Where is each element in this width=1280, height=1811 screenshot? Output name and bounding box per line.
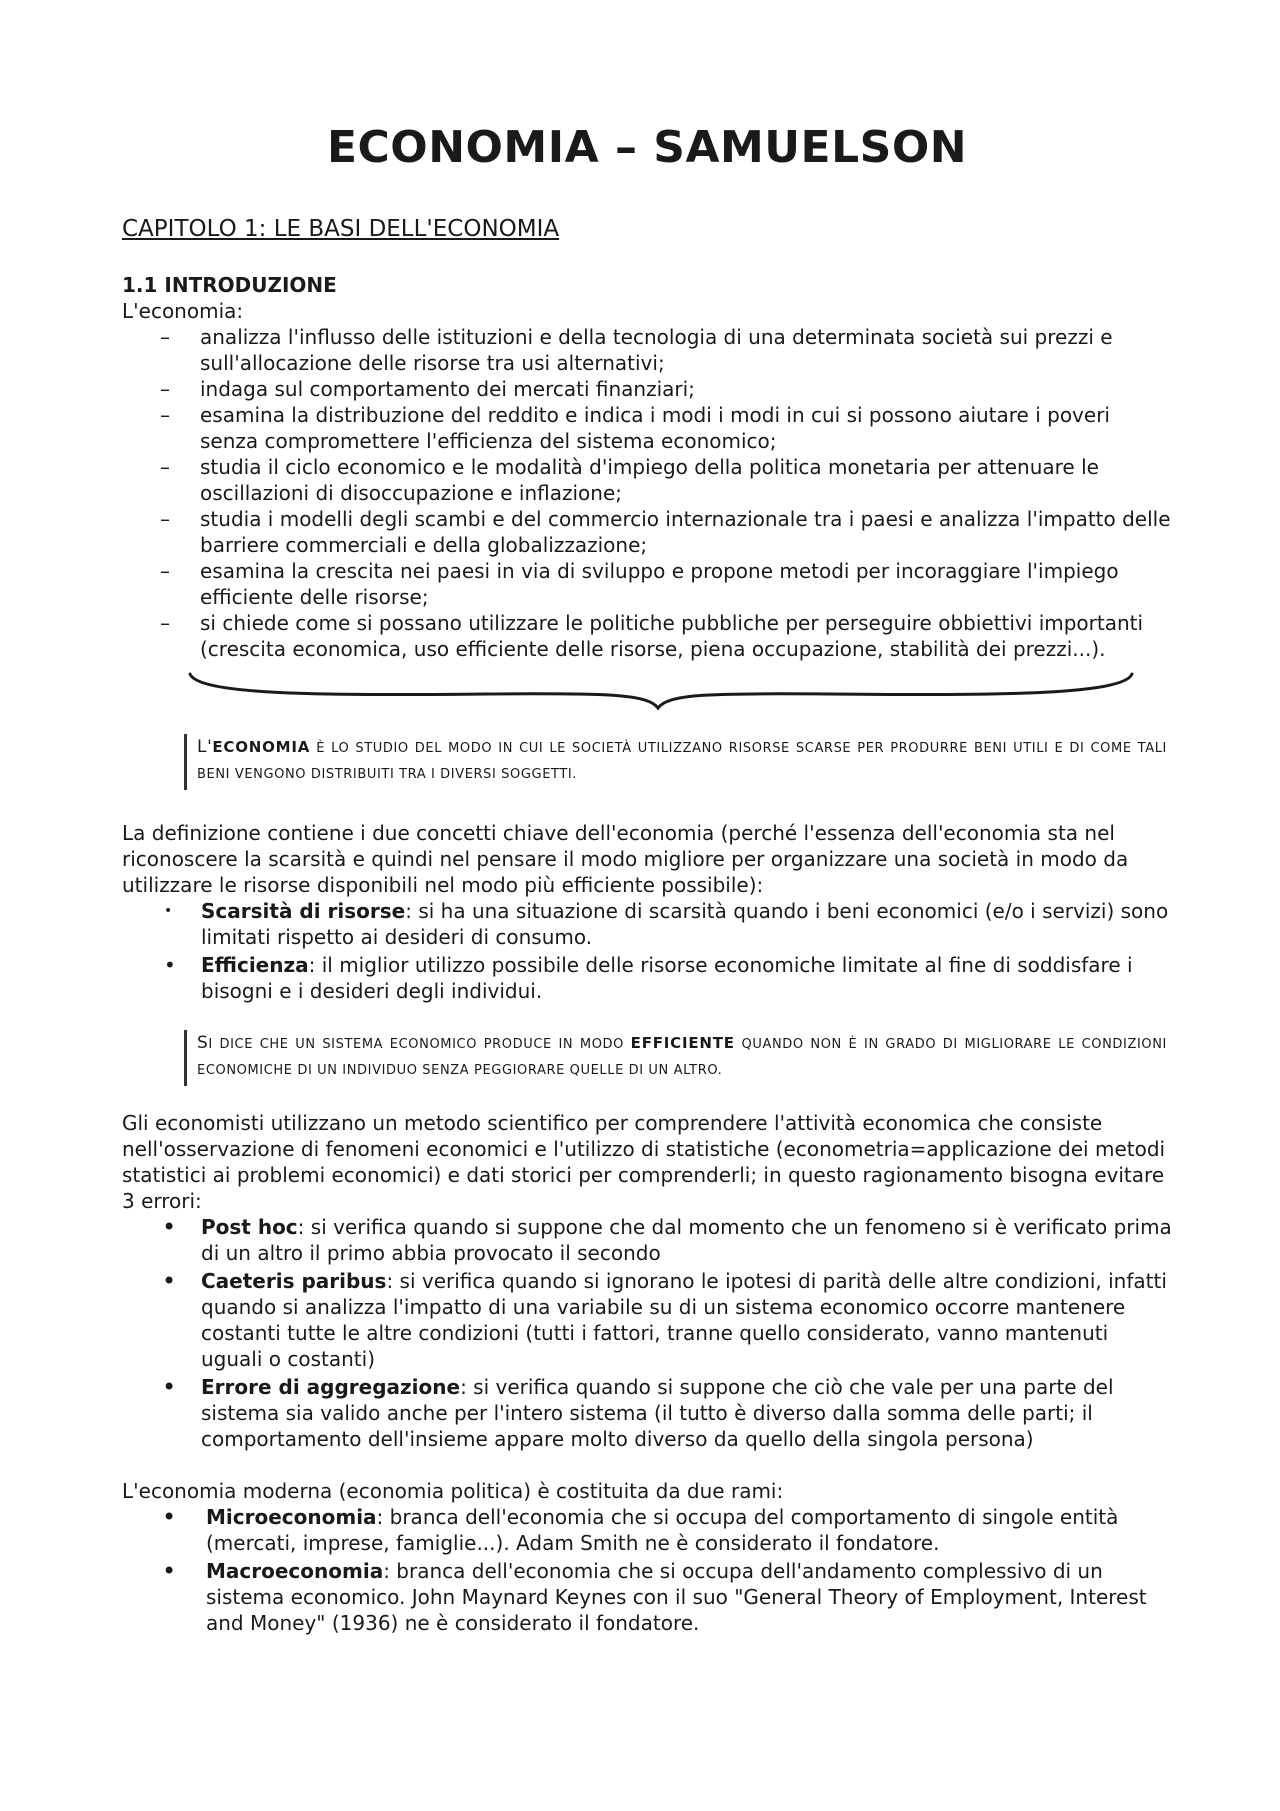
paragraph-method: Gli economisti utilizzano un metodo scientifico per comprendere l'attività economica che consiste nell'osservazione di fenomeni economici e l'utilizzo di statistiche (econometria=applicazione dei metodi statistici ai problemi economici) e dati storici per comprenderli; in questo ragionamento bisogna evitare 3 errori:: [122, 1111, 1166, 1213]
definition-callout-efficiency: [184, 1030, 1167, 1086]
callout-bold-term: EFFICIENTE: [630, 1034, 735, 1052]
paragraph-branches: L'economia moderna (economia politica) è costituita da due rami:: [122, 1479, 784, 1503]
term-description: : branca dell'economia che si occupa del comportamento di singole entità (mercati, imprese, famiglie...). Adam Smith ne è considerato il fondatore.: [206, 1505, 1119, 1555]
list-item: – esamina la crescita nei paesi in via di sviluppo e propone metodi per incoraggiare l'impiego efficiente delle risorse;: [122, 558, 1172, 610]
list-item: – indaga sul comportamento dei mercati finanziari;: [122, 376, 1172, 402]
definition-callout-economy: [184, 734, 1167, 790]
callout-text: QUANDO NON È IN GRADO DI MIGLIORARE LE CONDIZIONI ECONOMICHE DI UN INDIVIDUO SENZA PEGGIORARE QUELLE DI UN ALTRO.: [197, 1037, 1167, 1078]
errors-list: [122, 1214, 1172, 1452]
chapter-heading: CAPITOLO 1: LE BASI DELL'ECONOMIA: [122, 216, 560, 242]
callout-text: I DICE CHE UN SISTEMA ECONOMICO PRODUCE IN MODO: [208, 1037, 631, 1052]
term: Macroeconomia: [206, 1559, 384, 1583]
term-description: : si verifica quando si ignorano le ipotesi di parità delle altre condizioni, infatti quando si analizza l'impatto di una variabile su di un sistema economico occorre mantenere costanti tutte le altre condizioni (tutti i fattori, tranne quello considerato, vanno mantenuti uguali o costanti): [201, 1269, 1167, 1371]
list-item: [122, 1374, 1172, 1452]
document-title: ECONOMIA – SAMUELSON: [326, 122, 968, 173]
intro-line: L'economia:: [122, 299, 244, 323]
term: Scarsità di risorse: [201, 899, 406, 923]
term-description: : si verifica quando si suppone che dal momento che un fenomeno si è verificato prima di un altro il primo abbia provocato il secondo: [201, 1215, 1172, 1265]
term-description: : branca dell'economia che si occupa dell'andamento complessivo di un sistema economico. John Maynard Keynes con il suo "General Theory of Employment, Interest and Money" (1936) ne è considerato il fondatore.: [206, 1559, 1147, 1635]
list-item: [122, 1504, 1172, 1556]
term-description: : si ha una situazione di scarsità quando i beni economici (e/o i servizi) sono limitati rispetto ai desideri di consumo.: [201, 899, 1169, 949]
list-item: [122, 1214, 1172, 1266]
economy-topics-list: [122, 324, 1172, 662]
list-item: [122, 952, 1172, 1004]
term: Microeconomia: [206, 1505, 377, 1529]
list-item: – studia i modelli degli scambi e del commercio internazionale tra i paesi e analizza l'impatto delle barriere commerciali e della globalizzazione;: [122, 506, 1172, 558]
callout-bold-term: ECONOMIA: [212, 738, 311, 756]
list-item: [122, 898, 1172, 950]
list-item: – si chiede come si possano utilizzare le politiche pubbliche per perseguire obbiettivi importanti (crescita economica, uso efficiente delle risorse, piena occupazione, stabilità dei prezzi...).: [122, 610, 1172, 662]
term-description: : si verifica quando si suppone che ciò che vale per una parte del sistema sia valido anche per l'intero sistema (il tutto è diverso dalla somma delle parti; il comportamento dell'insieme appare molto diverso da quello della singola persona): [201, 1375, 1114, 1451]
page-content: [122, 118, 1172, 1638]
list-item: – analizza l'influsso delle istituzioni e della tecnologia di una determinata società sui prezzi e sull'allocazione delle risorse tra usi alternativi;: [122, 324, 1172, 376]
term: Efficienza: [201, 953, 309, 977]
branches-list: [122, 1504, 1172, 1636]
curly-brace-icon: [188, 670, 1138, 712]
term: Errore di aggregazione: [201, 1375, 461, 1399]
list-item: – studia il ciclo economico e le modalità d'impiego della politica monetaria per attenuare le oscillazioni di disoccupazione e inflazione;: [122, 454, 1172, 506]
list-item: [122, 1268, 1172, 1372]
key-concepts-list: [122, 898, 1172, 1004]
list-item: [122, 1558, 1172, 1636]
term: Post hoc: [201, 1215, 298, 1239]
callout-cap: L': [197, 737, 213, 757]
paragraph-definition: La definizione contiene i due concetti chiave dell'economia (perché l'essenza dell'economia sta nel riconoscere la scarsità e quindi nel pensare il modo migliore per organizzare una società in modo da utilizzare le risorse disponibili nel modo più efficiente possibile):: [122, 821, 1129, 897]
term: Caeteris paribus: [201, 1269, 387, 1293]
term-description: : il miglior utilizzo possibile delle risorse economiche limitate al fine di soddisfare i bisogni e i desideri degli individui.: [201, 953, 1133, 1003]
section-heading: 1.1 INTRODUZIONE: [122, 273, 337, 297]
list-item: – esamina la distribuzione del reddito e indica i modi i modi in cui si possono aiutare i poveri senza compromettere l'efficienza del sistema economico;: [122, 402, 1172, 454]
callout-text: È LO STUDIO DEL MODO IN CUI LE SOCIETÀ UTILIZZANO RISORSE SCARSE PER PRODURRE BENI UTILI E DI COME TALI BENI VENGONO DISTRIBUITI TRA I DIVERSI SOGGETTI.: [197, 741, 1167, 782]
callout-cap: S: [197, 1033, 209, 1053]
